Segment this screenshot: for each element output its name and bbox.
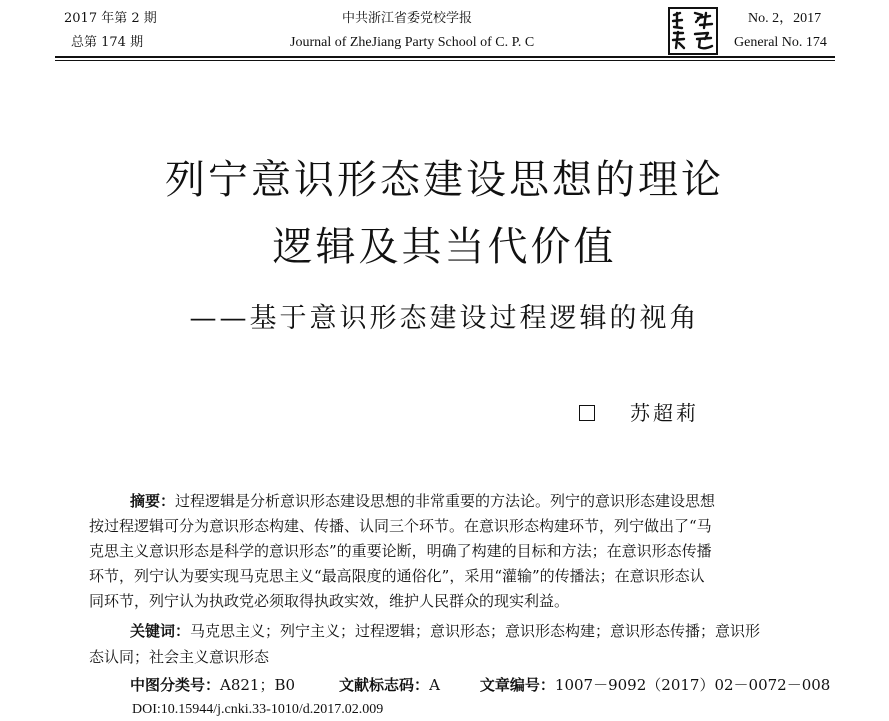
doi[interactable]: DOI:10.15944/j.cnki.33-1010/d.2017.02.009	[132, 702, 384, 717]
journal-name-cn: 中共浙江省委党校学报	[342, 11, 473, 26]
total-issue-cn: 总第 174 期	[71, 35, 144, 50]
author-name: 苏超莉	[630, 401, 699, 425]
article-title-line-1: 列宁意识形态建设思想的理论	[165, 157, 724, 203]
clc-label: 中图分类号：	[130, 676, 221, 694]
header-rule-thick	[55, 56, 835, 58]
keywords-line: 态认同；社会主义意识形态	[89, 648, 270, 666]
keywords-label: 关键词：	[130, 622, 191, 640]
issue-number-en: No. 2，2017	[748, 11, 822, 26]
journal-seal-logo	[668, 7, 718, 55]
abstract-line: 同环节，列宁认为执政党必须取得执政实效，维护人民群众的现实利益。	[89, 592, 570, 610]
keywords-line	[130, 621, 760, 641]
abstract-line: 按过程逻辑可分为意识形态构建、传播、认同三个环节。在意识形态构建环节，列宁做出了“马	[89, 517, 712, 535]
total-issue-en: General No. 174	[734, 35, 827, 50]
journal-name-en: Journal of ZheJiang Party School of C. P. C	[290, 35, 535, 50]
clc-value: A821；B0	[220, 676, 296, 694]
keywords-text: 马克思主义；列宁主义；过程逻辑；意识形态；意识形态构建；意识形态传播；意识形	[190, 622, 761, 640]
abstract-line: 克思主义意识形态是科学的意识形态”的重要论断，明确了构建的目标和方法；在意识形态传播	[89, 542, 712, 560]
abstract-text: 过程逻辑是分析意识形态建设思想的非常重要的方法论。列宁的意识形态建设思想	[175, 492, 716, 510]
doc-code-label: 文献标志码：	[339, 676, 430, 694]
article-title-line-2: 逻辑及其当代价值	[272, 224, 617, 270]
article-subtitle: ——基于意识形态建设过程逻辑的视角	[189, 303, 700, 334]
author-marker-box	[579, 405, 595, 421]
article-number-value: 1007－9092（2017）02－0072－008	[554, 676, 831, 694]
abstract-label: 摘要：	[130, 492, 176, 510]
header-rule-thin	[55, 60, 835, 61]
article-number-label: 文章编号：	[479, 676, 555, 694]
abstract-line	[130, 491, 715, 511]
issue-number-cn: 2017 年第 2 期	[64, 11, 157, 26]
doc-code-value: A	[429, 676, 440, 694]
abstract-line: 环节，列宁认为要实现马克思主义“最高限度的通俗化”，采用“灌输”的传播法；在意识形态认	[89, 567, 705, 585]
classification-line	[130, 675, 830, 695]
